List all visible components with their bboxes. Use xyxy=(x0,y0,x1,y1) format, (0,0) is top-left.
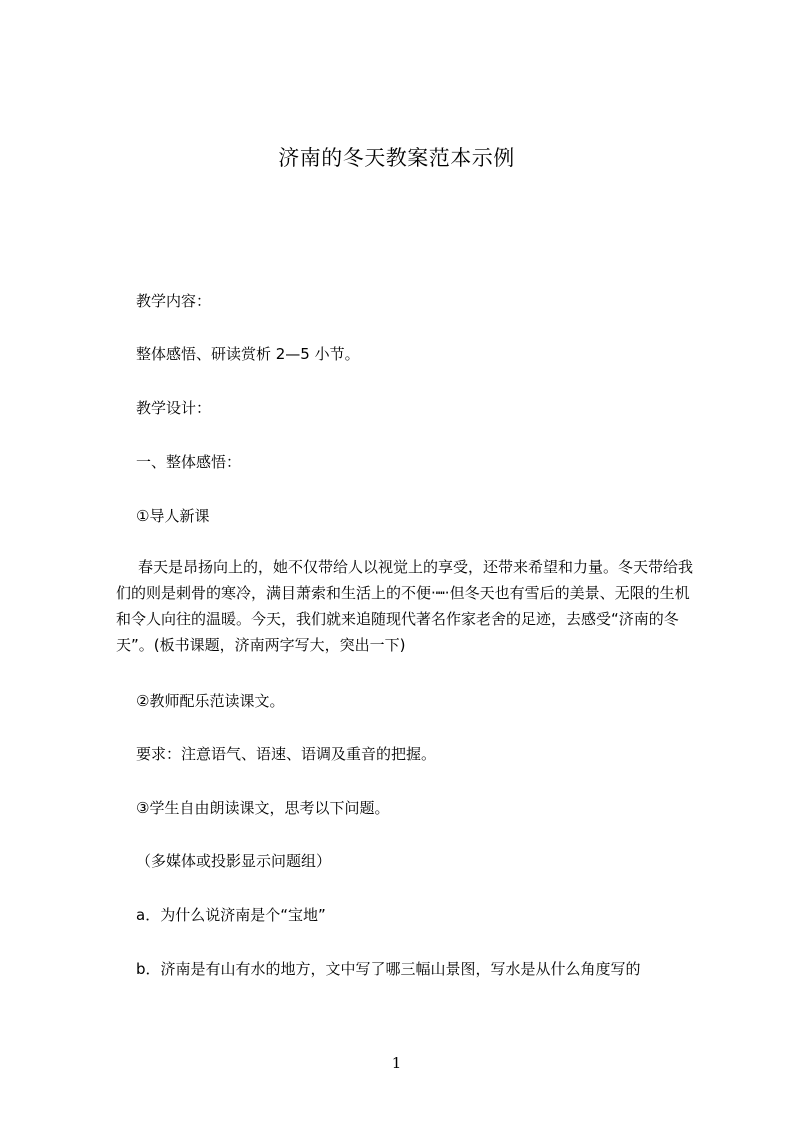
document-title: 济南的冬天教案范本示例 xyxy=(278,146,515,170)
paragraph-teaching-content: 整体感悟、研读赏析 2—5 小节。 xyxy=(136,345,360,363)
paragraph-question-group-note: （多媒体或投影显示问题组） xyxy=(136,852,332,870)
paragraph-section-one-heading: 一、整体感悟： xyxy=(136,453,242,471)
paragraph-question-b: b．济南是有山有水的地方，文中写了哪三幅山景图，写水是从什么角度写的 xyxy=(136,960,641,978)
paragraph-teaching-content-heading: 教学内容： xyxy=(136,292,212,310)
paragraph-question-a: a．为什么说济南是个“宝地” xyxy=(136,906,326,924)
paragraph-teaching-design-heading: 教学设计： xyxy=(136,399,212,417)
page-number: 1 xyxy=(391,1054,402,1072)
paragraph-step-three: ③学生自由朗读课文，思考以下问题。 xyxy=(136,799,390,817)
paragraph-requirement: 要求：注意语气、语速、语调及重音的把握。 xyxy=(136,745,437,763)
paragraph-step-one: ①导人新课 xyxy=(136,507,210,525)
paragraph-step-two: ②教师配乐范读课文。 xyxy=(136,692,285,710)
paragraph-introduction-text: 春天是昂扬向上的，她不仅带给人以视觉上的享受，还带来希望和力量。冬天带给我们的则是刺骨的寒冷，满目萧索和生活上的不便·┉·但冬天也有雪后的美景、无限的生机和令人向往的温暖。今天，我们就来追随现代著名作家老舍的足迹，去感受“济南的冬天”。(板书课题，济南两字写大，突出一下) xyxy=(116,558,694,654)
